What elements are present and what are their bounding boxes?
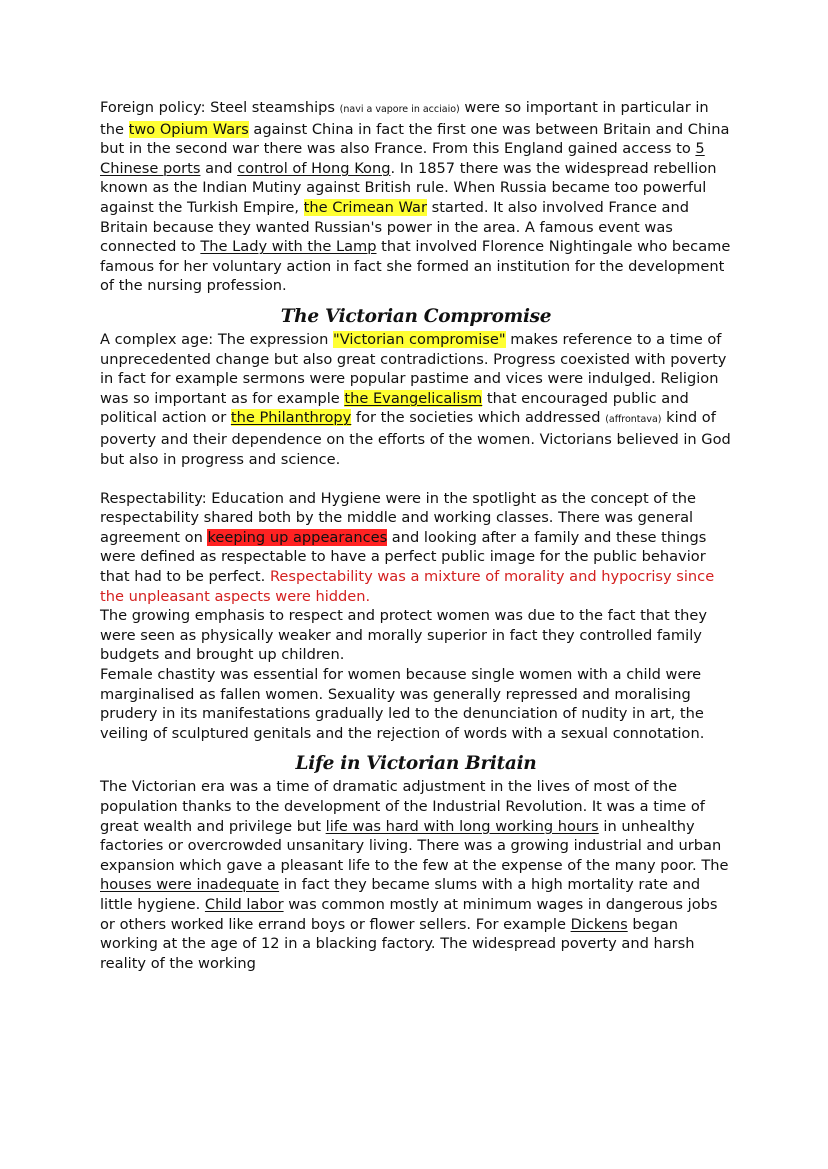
underline-child-labor: Child labor xyxy=(204,895,284,913)
paragraph-gap xyxy=(100,469,732,489)
respectability-label: Respectability xyxy=(100,489,202,507)
text-run: : Education and Hygiene were in the spotlight as the concept of the respectability shared both by the middle and working classes. There was general agreement on xyxy=(100,489,696,546)
text-run: : The expression xyxy=(208,330,333,348)
text-run: in fact they became slums with a high mortality rate and little hygiene. xyxy=(100,876,701,913)
text-run: began working at the age of 12 in a blacking factory. The widespread poverty and harsh reality of the working xyxy=(100,915,695,972)
heading-victorian-compromise: The Victorian Compromise xyxy=(280,305,552,327)
life-paragraph xyxy=(100,777,732,973)
red-text-respectability: Respectability was a mixture of morality and hypocrisy since the unpleasant aspects were hidden. xyxy=(100,568,715,605)
highlight-evangelicalism: the Evangelicalism xyxy=(344,389,483,407)
text-run: against China in fact the first one was between Britain and China but in the second war there was also France. From this England gained access to xyxy=(100,120,730,158)
translation-note: (navi a vapore in acciaio) xyxy=(339,104,460,115)
text-run: was common mostly at minimum wages in dangerous jobs or others worked like errand boys or flower sellers. For example xyxy=(100,895,718,933)
text-run: and xyxy=(200,159,238,177)
highlight-keeping-appearances: keeping up appearances xyxy=(207,528,388,546)
underline-hong-kong: control of Hong Kong xyxy=(237,159,391,177)
text-run: and looking after a family and these things were defined as respectable to have a perfect public image for the public behavior that had to be perfect. xyxy=(100,528,707,586)
highlight-victorian-compromise: "Victorian compromise" xyxy=(333,330,506,348)
underline-lady-lamp: The Lady with the Lamp xyxy=(200,238,377,256)
complex-age-label: A complex age xyxy=(100,330,209,348)
underline-chinese-ports: 5 Chinese ports xyxy=(100,140,705,177)
text-run: The Victorian era was a time of dramatic adjustment in the lives of most of the population thanks to the development of the Industrial Revolution. It was a time of great wealth and privilege but xyxy=(100,778,705,835)
text-run: that encouraged public and political action or xyxy=(100,389,689,427)
text-run: makes reference to a time of unprecedented change but also great contradictions. Progress coexisted with poverty in fact for example sermons were popular pastime and vices were indulged. Religion was so important as for example xyxy=(100,330,727,407)
chastity-paragraph: Female chastity was essential for women because single women with a child were marginalised as fallen women. Sexuality was generally repressed and moralising prudery in its manifestations gradually led to the denunciation of nudity in art, the veiling of sculptured genitals and the rejection of words with a sexual connotation. xyxy=(100,666,705,742)
text-run: were so important in particular in the xyxy=(100,99,709,138)
text-run: : Steel steamships xyxy=(200,99,340,116)
foreign-policy-paragraph xyxy=(100,98,732,296)
highlight-opium-wars: two Opium Wars xyxy=(128,120,249,138)
text-run: for the societies which addressed xyxy=(351,409,606,427)
underline-houses: houses were inadequate xyxy=(100,876,280,894)
text-run: in unhealthy factories or overcrowded unsanitary living. There was a growing industrial and urban expansion which gave a pleasant life to the few at the expense of the many poor. The xyxy=(100,817,729,874)
text-run: kind of poverty and their dependence on the efforts of the women. Victorians believed in God but also in progress and science. xyxy=(100,409,731,468)
underline-long-hours: life was hard with long working hours xyxy=(325,817,599,835)
complex-age-paragraph xyxy=(100,330,732,469)
underline-dickens: Dickens xyxy=(570,915,628,933)
women-paragraph: The growing emphasis to respect and protect women was due to the fact that they were seen as physically weaker and morally superior in fact they controlled family budgets and brought up children. xyxy=(100,607,707,664)
respectability-paragraph xyxy=(100,489,732,607)
text-run: . In 1857 there was the widespread rebellion known as the Indian Mutiny against British rule. When Russia became too powerful against the Turkish Empire, xyxy=(100,159,717,216)
highlight-philanthropy: the Philanthropy xyxy=(230,409,352,427)
heading-life-victorian-britain: Life in Victorian Britain xyxy=(295,753,537,775)
text-run: started. It also involved France and Britain because they wanted Russian's power in the area. A famous event was connected to xyxy=(100,198,690,256)
text-run: that involved Florence Nightingale who became famous for her voluntary action in fact she formed an institution for the development of the nursing profession. xyxy=(100,238,731,295)
translation-note: (affrontava) xyxy=(605,414,662,426)
foreign-policy-label: Foreign policy xyxy=(100,99,201,116)
document-page xyxy=(100,98,732,973)
highlight-crimean-war: the Crimean War xyxy=(303,198,427,216)
